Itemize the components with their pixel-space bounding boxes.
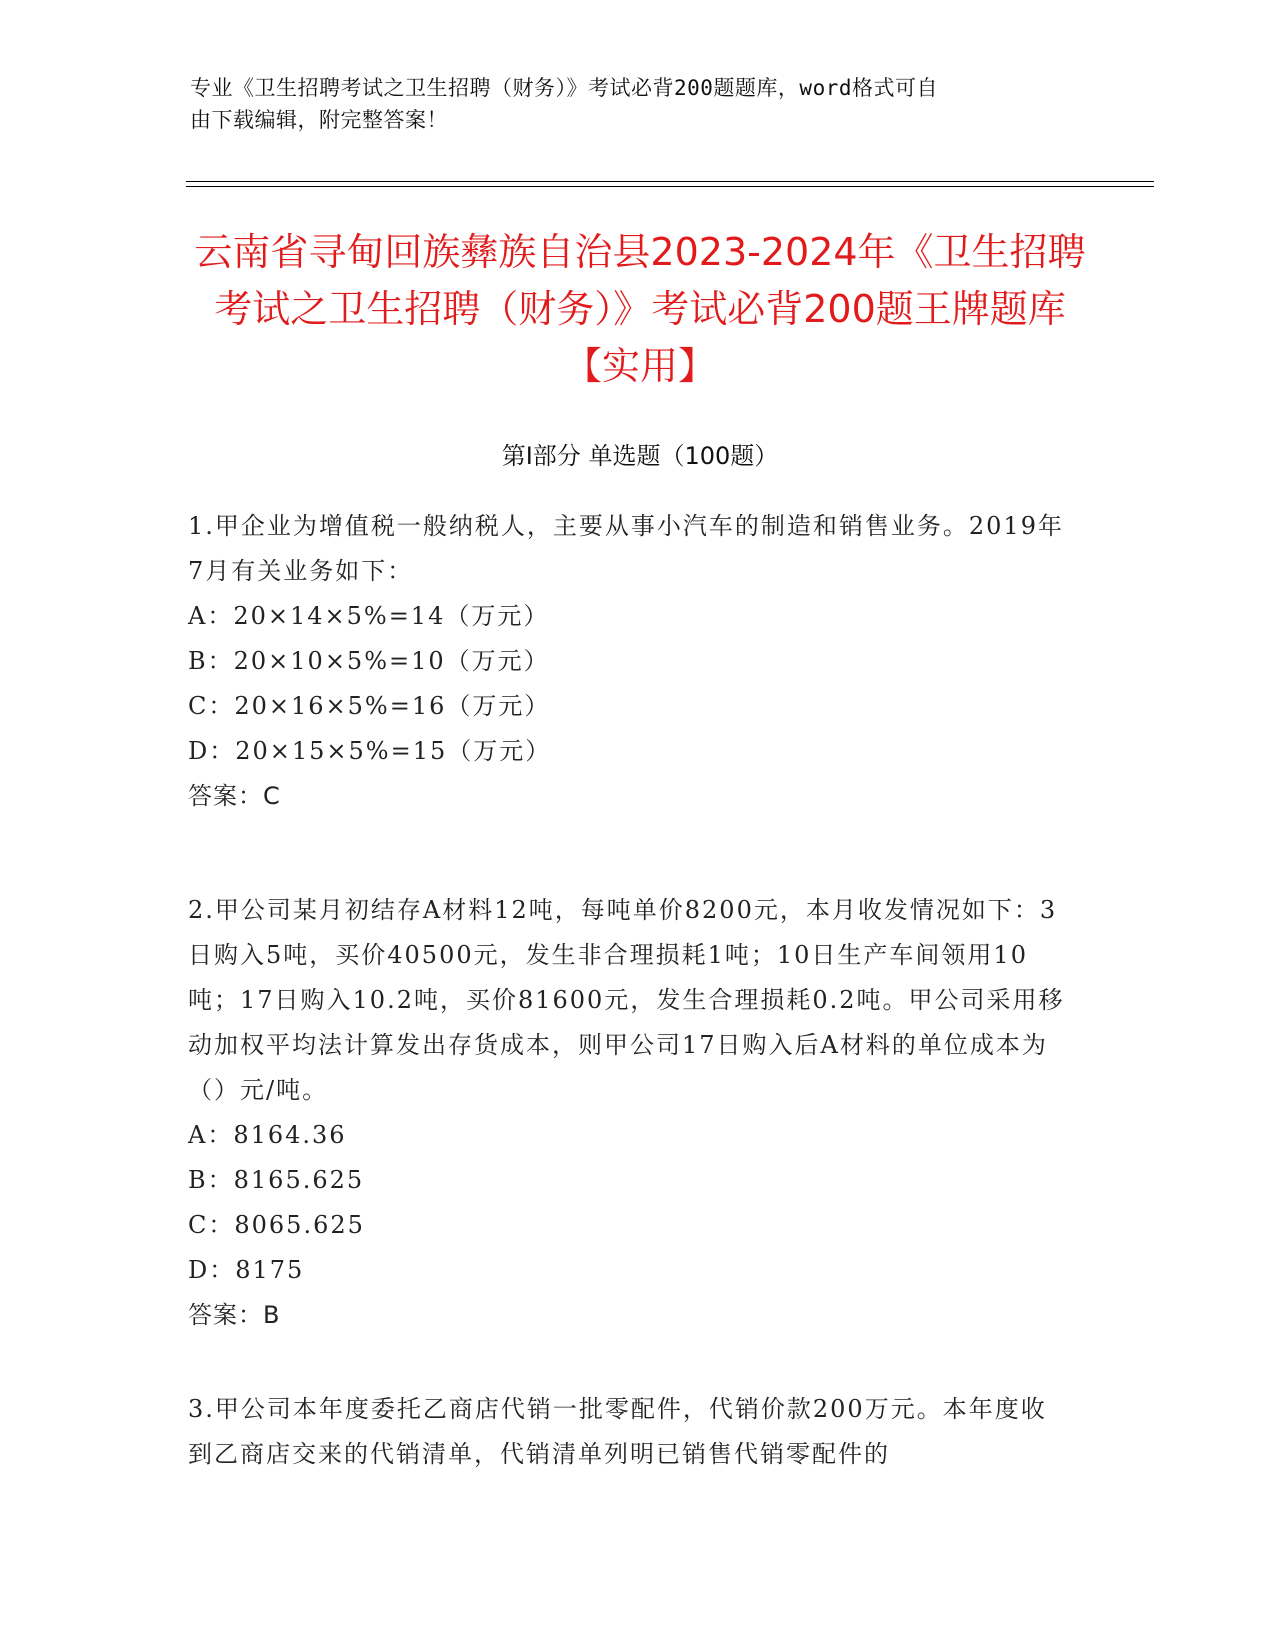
header-note [190,72,1070,136]
question-stem: 2.甲公司某月初结存A材料12吨，每吨单价8200元，本月收发情况如下：3日购入5吨，买价40500元，发生非合理损耗1吨；10日生产车间领用10吨；17日购入10.2吨，买价81600元，发生合理损耗0.2吨。甲公司采用移动加权平均法计算发出存货成本，则甲公司17日购入后A材料的单位成本为（）元/吨。 [188,896,1065,1104]
answer: 答案：C [188,782,281,810]
section-heading: 第Ⅰ部分 单选题（100题） [501,442,779,470]
header-divider [186,181,1154,182]
document-title: 云南省寻甸回族彝族自治县2023-2024年《卫生招聘考试之卫生招聘（财务）》考试必背200题王牌题库【实用】 [194,230,1086,388]
question-2 [188,888,1068,1338]
question-1 [188,504,1068,819]
header-note-line: 专业《卫生招聘考试之卫生招聘（财务）》考试必背200题题库，word格式可自 [190,76,938,100]
option-d: D：8175 [188,1256,305,1284]
option-b: B：20×10×5%=10（万元） [188,647,550,675]
question-3 [188,1387,1068,1477]
option-a: A：20×14×5%=14（万元） [188,602,550,630]
option-d: D：20×15×5%=15（万元） [188,737,552,765]
option-c: C：20×16×5%=16（万元） [188,692,551,720]
header-note-line: 由下载编辑，附完整答案！ [190,108,448,132]
option-a: A：8164.36 [188,1121,347,1149]
header-divider [186,186,1154,187]
question-stem: 3.甲公司本年度委托乙商店代销一批零配件，代销价款200万元。本年度收到乙商店交来的代销清单，代销清单列明已销售代销零配件的 [188,1395,1047,1468]
question-stem: 1.甲企业为增值税一般纳税人，主要从事小汽车的制造和销售业务。2019年7月有关业务如下： [188,512,1064,585]
option-c: C：8065.625 [188,1211,365,1239]
option-b: B：8165.625 [188,1166,365,1194]
answer: 答案：B [188,1301,281,1329]
